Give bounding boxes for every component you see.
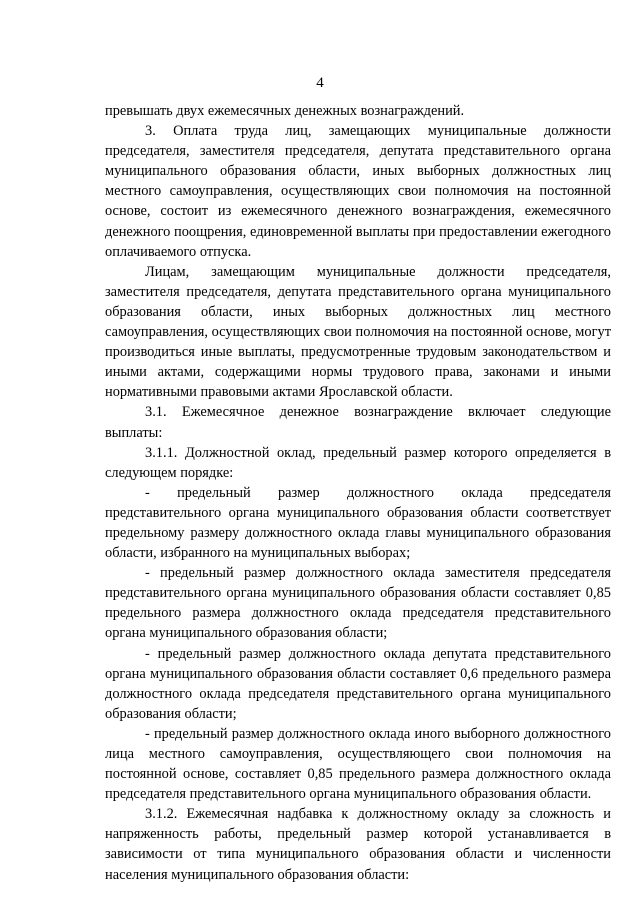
paragraph-continuation: превышать двух ежемесячных денежных вознаграждений.: [105, 103, 465, 119]
list-item-chairman-salary: - предельный размер должностного оклада председателя представительного органа муниципального образования области соответствует предельному размеру должностного оклада главы муниципального образования области, избранного на муниципальных выборах;: [105, 484, 611, 562]
list-item-deputy-salary: - предельный размер должностного оклада депутата представительного органа муниципального образования области составляет 0,6 предельного размера должностного оклада председателя представительного органа муниципального образования области;: [105, 645, 611, 722]
list-item-deputy-chairman-salary: - предельный размер должностного оклада заместителя председателя представительного органа муниципального образования области составляет 0,85 предельного размера должностного оклада председателя представительного органа муниципального образования области;: [105, 565, 611, 642]
paragraph-item-3: 3. Оплата труда лиц, замещающих муниципальные должности председателя, заместителя председателя, депутата представительного органа муниципального образования области, иных выборных должностных лиц местного самоуправления, осуществляющих свои полномочия на постоянной основе, состоит из ежемесячного денежного вознаграждения, ежемесячного денежного поощрения, единовременной выплаты при предоставлении ежегодного оплачиваемого отпуска.: [105, 123, 611, 260]
paragraph-other-payments: Лицам, замещающим муниципальные должности председателя, заместителя председателя, депутата представительного органа муниципального образования области, иных выборных должностных лиц местного самоуправления, осуществляющих свои полномочия на постоянной основе, могут производиться иные выплаты, предусмотренные трудовым законодательством и иными актами, содержащими нормы трудового права, законами и иными нормативными правовыми актами Ярославской области.: [105, 263, 611, 401]
paragraph-item-3-1: 3.1. Ежемесячное денежное вознаграждение включает следующие выплаты:: [105, 404, 611, 441]
list-item-other-official-salary: - предельный размер должностного оклада иного выборного должностного лица местного самоуправления, осуществляющего свои полномочия на постоянной основе, составляет 0,85 предельного размера должностного оклада председателя представительного органа муниципального образования области.: [105, 725, 611, 803]
document-body: [105, 101, 611, 885]
page-number: 4: [316, 75, 324, 91]
paragraph-item-3-1-1: 3.1.1. Должностной оклад, предельный размер которого определяется в следующем порядке:: [105, 444, 611, 481]
paragraph-item-3-1-2: 3.1.2. Ежемесячная надбавка к должностному окладу за сложность и напряженность работы, предельный размер которой устанавливается в зависимости от типа муниципального образования области и численности населения муниципального образования области:: [105, 806, 611, 883]
